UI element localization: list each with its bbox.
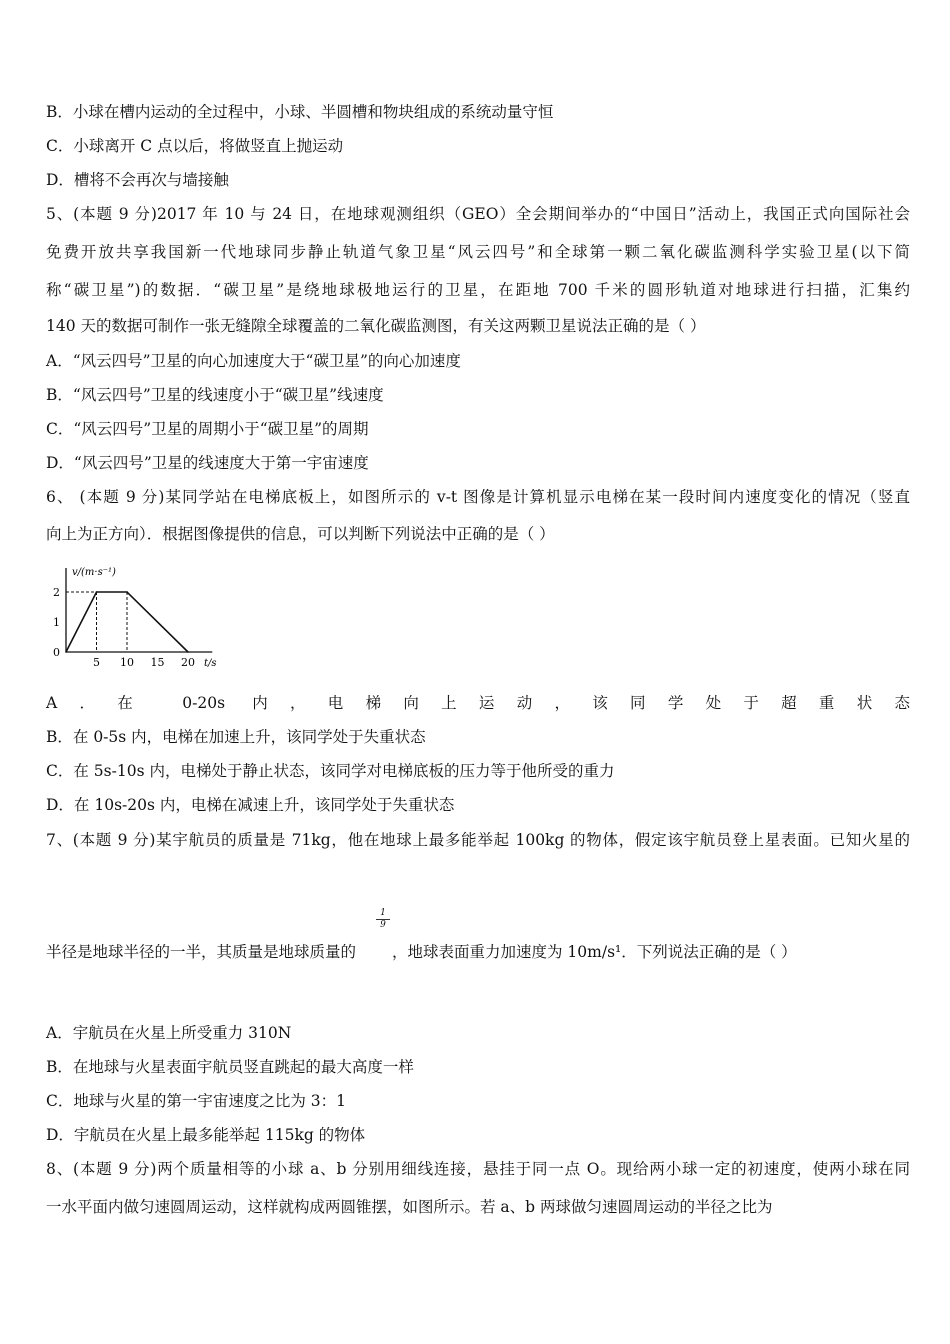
chart-xlabel: t/s	[204, 658, 217, 669]
option-7c: C．地球与火星的第一宇宙速度之比为 3：1	[46, 1092, 347, 1110]
option-4c: C．小球离开 C 点以后，将做竖直上抛运动	[46, 137, 344, 155]
fraction-denominator: 9	[380, 920, 386, 930]
question-5-line-2: 免费开放共享我国新一代地球同步静止轨道气象卫星“风云四号”和全球第一颗二氧化碳监测科学实验卫星(以下简	[46, 243, 910, 261]
option-5d: D．“风云四号”卫星的线速度大于第一宇宙速度	[46, 454, 369, 472]
option-7b: B．在地球与火星表面宇航员竖直跳起的最大高度一样	[46, 1058, 414, 1076]
option-7a: A．宇航员在火星上所受重力 310N	[46, 1024, 292, 1042]
question-8-line-2: 一水平面内做匀速圆周运动，这样就构成两圆锥摆，如图所示。若 a、b 两球做匀速圆周运动的半径之比为	[46, 1198, 773, 1216]
option-5c: C．“风云四号”卫星的周期小于“碳卫星”的周期	[46, 420, 369, 438]
question-5-line-4: 140 天的数据可制作一张无缝隙全球覆盖的二氧化碳监测图，有关这两颗卫星说法正确的是（ ）	[46, 317, 706, 335]
question-5-line-1: 5、(本题 9 分)2017 年 10 与 24 日，在地球观测组织（GEO）全会期间举办的“中国日”活动上，我国正式向国际社会	[46, 205, 910, 223]
question-5-line-3: 称“碳卫星”)的数据．“碳卫星”是绕地球极地运行的卫星，在距地 700 千米的圆形轨道对地球进行扫描，汇集约	[46, 281, 910, 299]
x-tick-20: 20	[181, 656, 195, 669]
option-6b: B．在 0-5s 内，电梯在加速上升，该同学处于失重状态	[46, 728, 426, 746]
vt-chart	[44, 560, 234, 672]
option-5a: A．“风云四号”卫星的向心加速度大于“碳卫星”的向心加速度	[46, 352, 461, 370]
fraction-numerator: 1	[376, 908, 390, 920]
question-7-line-1: 7、(本题 9 分)某宇航员的质量是 71kg，他在地球上最多能举起 100kg 的物体，假定该宇航员登上星表面。已知火星的	[46, 831, 910, 849]
data-point-1	[96, 591, 98, 593]
x-tick-10: 10	[120, 656, 134, 669]
option-6a: A．在 0-20s 内，电梯向上运动，该同学处于超重状态	[46, 694, 910, 712]
option-4d: D．槽将不会再次与墙接触	[46, 171, 229, 189]
question-7-line-2b: ，地球表面重力加速度为 10m/s¹．下列说法正确的是（ ）	[392, 943, 797, 961]
x-tick-5: 5	[93, 656, 100, 669]
question-6-line-2: 向上为正方向）．根据图像提供的信息，可以判断下列说法中正确的是（ ）	[46, 525, 555, 543]
y-tick-1: 1	[53, 616, 60, 629]
x-tick-15: 15	[150, 656, 165, 669]
data-point-2	[126, 591, 128, 593]
option-6d: D．在 10s-20s 内，电梯在减速上升，该同学处于失重状态	[46, 796, 455, 814]
option-7d: D．宇航员在火星上最多能举起 115kg 的物体	[46, 1126, 366, 1144]
chart-ylabel: v/(m·s⁻¹)	[72, 567, 116, 578]
option-6c: C．在 5s-10s 内，电梯处于静止状态，该同学对电梯底板的压力等于他所受的重力	[46, 762, 615, 780]
question-7-line-2a: 半径是地球半径的一半，其质量是地球质量的	[46, 943, 357, 961]
y-tick-0: 0	[53, 646, 60, 659]
data-point-0	[65, 651, 67, 653]
y-tick-2: 2	[53, 586, 60, 599]
mass-ratio-fraction	[376, 908, 390, 931]
question-6-line-1: 6、 (本题 9 分)某同学站在电梯底板上，如图所示的 v-t 图像是计算机显示电梯在某一段时间内速度变化的情况（竖直	[46, 488, 910, 506]
option-5b: B．“风云四号”卫星的线速度小于“碳卫星”线速度	[46, 386, 384, 404]
option-4b: B．小球在槽内运动的全过程中，小球、半圆槽和物块组成的系统动量守恒	[46, 103, 554, 121]
data-point-3	[187, 651, 189, 653]
question-8-line-1: 8、(本题 9 分)两个质量相等的小球 a、b 分别用细线连接，悬挂于同一点 O。现给两小球一定的初速度，使两小球在同	[46, 1160, 910, 1178]
